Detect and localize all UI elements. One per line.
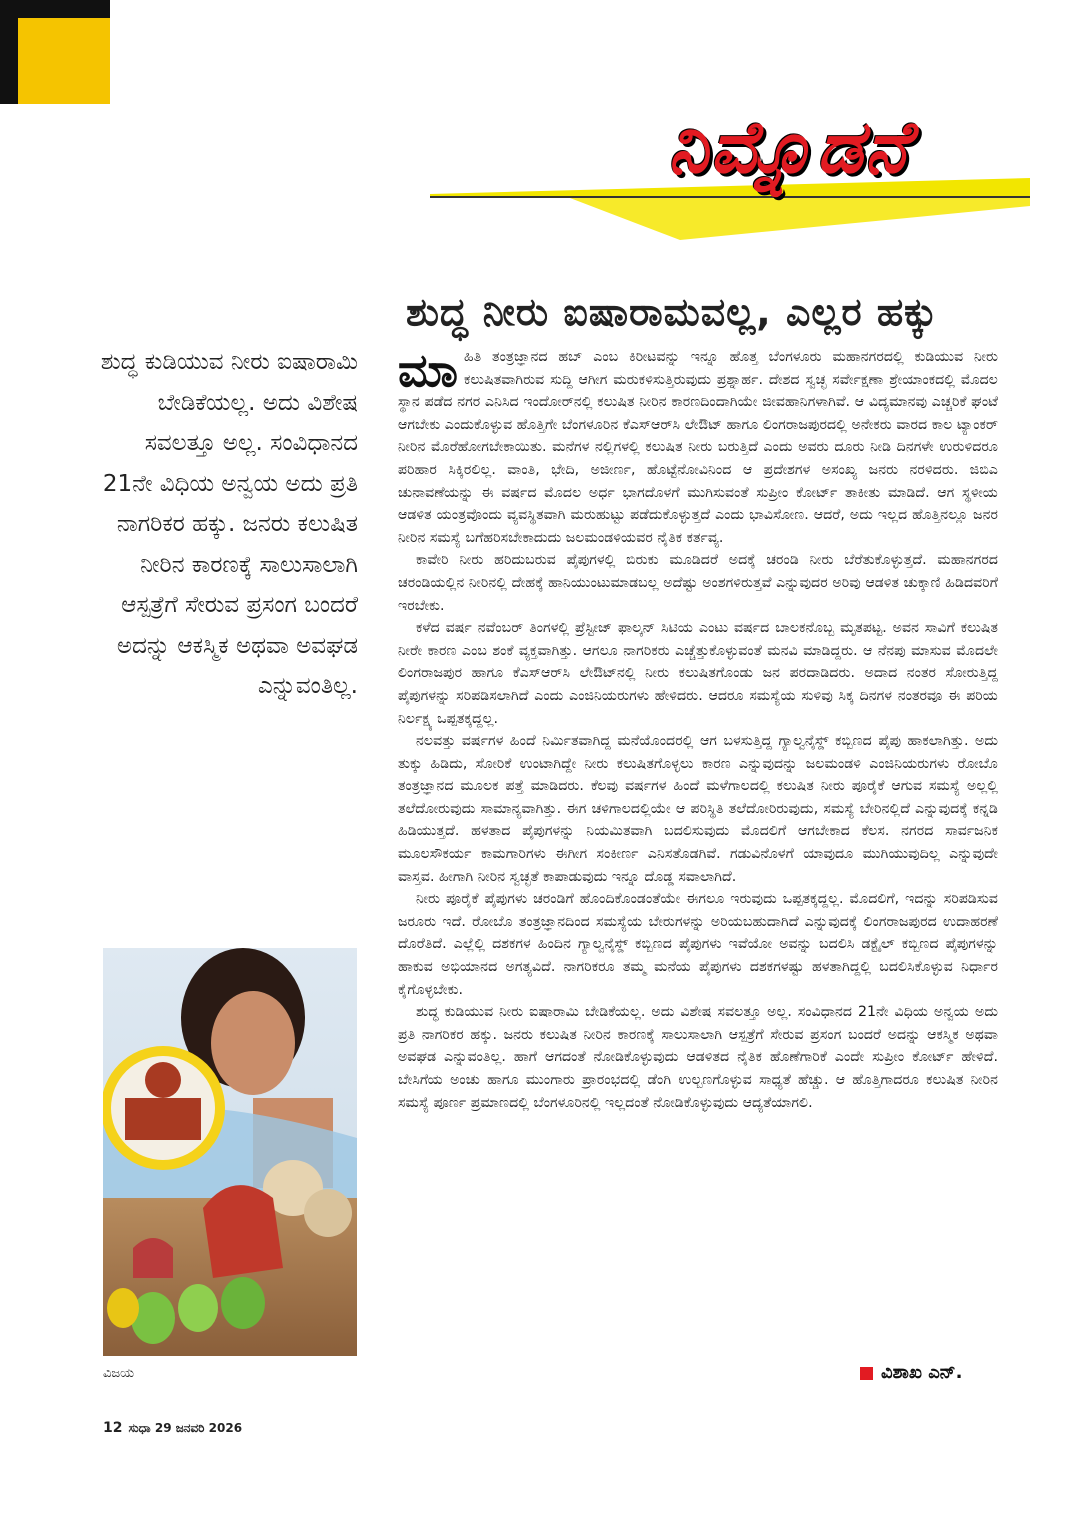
woman-filling-water [203, 1185, 283, 1278]
woman-face [211, 991, 295, 1095]
headline: ಶುದ್ಧ ನೀರು ಐಷಾರಾಮವಲ್ಲ, ಎಲ್ಲರ ಹಕ್ಕು [406, 290, 938, 334]
byline-author: ವಿಶಾಖ ಎನ್. [881, 1362, 963, 1383]
footer-text: ಸುಧಾ 29 ಜನವರಿ 2026 [128, 1421, 243, 1435]
byline [860, 1362, 962, 1383]
byline-square-icon [860, 1367, 873, 1380]
banner-yellow-wedge [570, 198, 1030, 240]
illustration-photo [103, 948, 357, 1356]
article-paragraph: ಕಾವೇರಿ ನೀರು ಹರಿದುಬರುವ ಪೈಪುಗಳಲ್ಲಿ ಬಿರುಕು ಮೂಡಿದರೆ ಅದಕ್ಕೆ ಚರಂಡಿ ನೀರು ಬೆರೆತುಕೊಳ್ಳುತ್ತದೆ. ಮಹಾನಗರದ ಚರಂಡಿಯಲ್ಲಿನ ನೀರಿನಲ್ಲಿ ದೇಹಕ್ಕೆ ಹಾನಿಯುಂಟುಮಾಡಬಲ್ಲ ಅದೆಷ್ಟು ಅಂಶಗಳಿರುತ್ತವೆ ಎನ್ನುವುದರ ಅರಿವು ಆಡಳಿತ ಚುಕ್ಕಾಣಿ ಹಿಡಿದವರಿಗೆ ಇರಬೇಕು. [398, 552, 998, 614]
article-paragraph: ಕಳೆದ ವರ್ಷ ನವೆಂಬರ್ ತಿಂಗಳಲ್ಲಿ ಪ್ರೆಸ್ಟೀಜ್ ಫಾಲ್ಕನ್ ಸಿಟಿಯ ಎಂಟು ವರ್ಷದ ಬಾಲಕನೊಬ್ಬ ಮೃತಪಟ್ಟ. ಅವನ ಸಾವಿಗೆ ಕಲುಷಿತ ನೀರೇ ಕಾರಣ ಎಂಬ ಶಂಕೆ ವ್ಯಕ್ತವಾಗಿತ್ತು. ಆಗಲೂ ನಾಗರಿಕರು ಎಚ್ಚೆತ್ತುಕೊಳ್ಳುವಂತೆ ಮನವಿ ಮಾಡಿದ್ದರು. ಆ ನೆನಪು ಮಾಸುವ ಮೊದಲೇ ಲಿಂಗರಾಜಪುರ ಹಾಗೂ ಕೆಎಸ್‌ಆರ್‌ಸಿ ಲೇಔಟ್‌ನಲ್ಲಿ ನೀರು ಕಲುಷಿತಗೊಂಡು ಜನ ಪರದಾಡಿದರು. ಅದಾದ ನಂತರ ಸೋರುತ್ತಿದ್ದ ಪೈಪುಗಳನ್ನು ಸರಿಪಡಿಸಲಾಗಿದೆ ಎಂದು ಎಂಜಿನಿಯರುಗಳು ಹೇಳಿದರು. ಆದರೂ ಸಮಸ್ಯೆಯ ಸುಳಿವು ಸಿಕ್ಕ ದಿನಗಳ ನಂತರವೂ ಈ ಪರಿಯ ನಿರ್ಲಕ್ಷ್ಯ ಒಪ್ಪತಕ್ಕದ್ದಲ್ಲ. [398, 620, 998, 727]
green-pot-1 [131, 1292, 175, 1344]
page-footer [103, 1420, 242, 1436]
masthead-title: ನಿಮ್ನೊಡನೆ [668, 104, 910, 189]
article-paragraph: ನೀರು ಪೂರೈಕೆ ಪೈಪುಗಳು ಚರಂಡಿಗೆ ಹೊಂದಿಕೊಂಡಂತೆಯೇ ಈಗಲೂ ಇರುವುದು ಒಪ್ಪತಕ್ಕದ್ದಲ್ಲ. ಮೊದಲಿಗೆ, ಇದನ್ನು ಸರಿಪಡಿಸುವ ಜರೂರು ಇದೆ. ರೋಬೊ ತಂತ್ರಜ್ಞಾನದಿಂದ ಸಮಸ್ಯೆಯ ಬೇರುಗಳನ್ನು ಅರಿಯಬಹುದಾಗಿದೆ ಎನ್ನುವುದಕ್ಕೆ ಲಿಂಗರಾಜಪುರದ ಉದಾಹರಣೆ ದೊರೆತಿದೆ. ಎಲ್ಲೆಲ್ಲಿ ದಶಕಗಳ ಹಿಂದಿನ ಗ್ಯಾಲ್ವನೈಸ್ಡ್ ಕಬ್ಬಿಣದ ಪೈಪುಗಳು ಇವೆಯೋ ಅವನ್ನು ಬದಲಿಸಿ ಡಕ್ಟೈಲ್ ಕಬ್ಬಿಣದ ಪೈಪುಗಳನ್ನು ಹಾಕುವ ಅಭಿಯಾನದ ಅಗತ್ಯವಿದೆ. ನಾಗರಿಕರೂ ತಮ್ಮ ಮನೆಯ ಪೈಪುಗಳು ದಶಕಗಳಷ್ಟು ಹಳತಾಗಿದ್ದಲ್ಲಿ ಬದಲಿಸಿಕೊಳ್ಳುವ ನಿರ್ಧಾರ ಕೈಗೊಳ್ಳಬೇಕು. [398, 891, 998, 998]
woman-seated [133, 1238, 173, 1278]
article-paragraph: ನಲವತ್ತು ವರ್ಷಗಳ ಹಿಂದೆ ನಿರ್ಮಿತವಾಗಿದ್ದ ಮನೆಯೊಂದರಲ್ಲಿ ಆಗ ಬಳಸುತ್ತಿದ್ದ ಗ್ಯಾಲ್ವನೈಸ್ಡ್ ಕಬ್ಬಿಣದ ಪೈಪು ಹಾಕಲಾಗಿತ್ತು. ಅದು ತುಕ್ಕು ಹಿಡಿದು, ಸೋರಿಕೆ ಉಂಟಾಗಿದ್ದೇ ನೀರು ಕಲುಷಿತಗೊಳ್ಳಲು ಕಾರಣ ಎನ್ನುವುದನ್ನು ಜಲಮಂಡಳಿ ಎಂಜಿನಿಯರುಗಳು ರೋಬೊ ತಂತ್ರಜ್ಞಾನದ ಮೂಲಕ ಪತ್ತೆ ಮಾಡಿದರು. ಕೆಲವು ವರ್ಷಗಳ ಹಿಂದೆ ಮಳೆಗಾಲದಲ್ಲಿ ಕಲುಷಿತ ನೀರು ಪೂರೈಕೆ ಆಗುವ ಸಮಸ್ಯೆ ಅಲ್ಲಲ್ಲಿ ತಲೆದೋರುವುದು ಸಾಮಾನ್ಯವಾಗಿತ್ತು. ಈಗ ಚಳಿಗಾಲದಲ್ಲಿಯೇ ಆ ಪರಿಸ್ಥಿತಿ ತಲೆದೋರಿರುವುದು, ಸಮಸ್ಯೆ ಬೇರಿನಲ್ಲಿದೆ ಎನ್ನುವುದಕ್ಕೆ ಕನ್ನಡಿ ಹಿಡಿಯುತ್ತದೆ. ಹಳತಾದ ಪೈಪುಗಳನ್ನು ನಿಯಮಿತವಾಗಿ ಬದಲಿಸುವುದು ಮೊದಲಿಗೆ ಆಗಬೇಕಾದ ಕೆಲಸ. ನಗರದ ಸಾರ್ವಜನಿಕ ಮೂಲಸೌಕರ್ಯ ಕಾಮಗಾರಿಗಳು ಈಗೀಗ ಸಂಕೀರ್ಣ ಎನಿಸತೊಡಗಿವೆ. ಗಡುವಿನೊಳಗೆ ಯಾವುದೂ ಮುಗಿಯುವುದಿಲ್ಲ ಎನ್ನುವುದೇ ವಾಸ್ತವ. ಹೀಗಾಗಿ ನೀರಿನ ಸ್ವಚ್ಛತೆ ಕಾಪಾಡುವುದು ಇನ್ನೂ ದೊಡ್ಡ ಸವಾಲಾಗಿದೆ. [398, 733, 998, 885]
page-number: 12 [103, 1420, 123, 1436]
pull-quote [100, 342, 358, 707]
green-pot-3 [221, 1277, 265, 1329]
photo-credit: ವಿಜಯ [103, 1366, 135, 1381]
corner-block-black [0, 0, 18, 104]
dropcap: ಮಾ [398, 343, 458, 397]
green-pot-2 [178, 1284, 218, 1332]
clay-pot-2 [304, 1189, 352, 1237]
article-paragraph: ಮಾಹಿತಿ ತಂತ್ರಜ್ಞಾನದ ಹಬ್ ಎಂಬ ಕಿರೀಟವನ್ನು ಇನ್ನೂ ಹೊತ್ತ ಬೆಂಗಳೂರು ಮಹಾನಗರದಲ್ಲಿ ಕುಡಿಯುವ ನೀರು ಕಲುಷಿತವಾಗಿರುವ ಸುದ್ದಿ ಆಗೀಗ ಮರುಕಳಿಸುತ್ತಿರುವುದು ಪ್ರಶ್ನಾರ್ಹ. ದೇಶದ ಸ್ವಚ್ಛ ಸರ್ವೇಕ್ಷಣಾ ಶ್ರೇಯಾಂಕದಲ್ಲಿ ಮೊದಲ ಸ್ಥಾನ ಪಡೆದ ನಗರ ಎನಿಸಿದ ಇಂದೋರ್‌ನಲ್ಲಿ ಕಲುಷಿತ ನೀರಿನ ಕಾರಣದಿಂದಾಗಿಯೇ ಜೀವಹಾನಿಗಳಾಗಿವೆ. ಆ ವಿದ್ಯಮಾನವು ಎಚ್ಚರಿಕೆ ಘಂಟೆ ಆಗಬೇಕು ಎಂದುಕೊಳ್ಳುವ ಹೊತ್ತಿಗೇ ಬೆಂಗಳೂರಿನ ಕೆಎಸ್‌ಆರ್‌ಸಿ ಲೇಔಟ್ ಹಾಗೂ ಲಿಂಗರಾಜಪುರದಲ್ಲಿ ಅನೇಕರು ವಾರದ ಕಾಲ ಟ್ಯಾಂಕರ್ ನೀರಿನ ಮೊರೆಹೋಗಬೇಕಾಯಿತು. ಮನೆಗಳ ನಲ್ಲಿಗಳಲ್ಲಿ ಕಲುಷಿತ ನೀರು ಬರುತ್ತಿದೆ ಎಂದು ಅವರು ದೂರು ನೀಡಿ ದಿನಗಳೇ ಉರುಳಿದರೂ ಪರಿಹಾರ ಸಿಕ್ಕಿರಲಿಲ್ಲ. ವಾಂತಿ, ಭೇದಿ, ಅಜೀರ್ಣ, ಹೊಟ್ಟೆನೋವಿನಿಂದ ಆ ಪ್ರದೇಶಗಳ ಅಸಂಖ್ಯ ಜನರು ನರಳಿದರು. ಜಿಬಿಎ ಚುನಾವಣೆಯನ್ನು ಈ ವರ್ಷದ ಮೊದಲ ಅರ್ಧ ಭಾಗದೊಳಗೆ ಮುಗಿಸುವಂತೆ ಸುಪ್ರೀಂ ಕೋರ್ಟ್ ತಾಕೀತು ಮಾಡಿದೆ. ಆಗ ಸ್ಥಳೀಯ ಆಡಳಿತ ಯಂತ್ರವೊಂದು ವ್ಯವಸ್ಥಿತವಾಗಿ ಮರುಹುಟ್ಟು ಪಡೆದುಕೊಳ್ಳುತ್ತದೆ ಎಂದು ಭಾವಿಸೋಣ. ಆದರೆ, ಅದು ಇಲ್ಲದ ಹೊತ್ತಿನಲ್ಲೂ ಜನರ ನೀರಿನ ಸಮಸ್ಯೆ ಬಗೆಹರಿಸಬೇಕಾದುದು ಜಲಮಂಡಳಿಯವರ ನೈತಿಕ ಕರ್ತವ್ಯ. [398, 343, 998, 546]
supreme-court-dome [145, 1062, 181, 1098]
supreme-court-building [125, 1098, 201, 1140]
pull-quote-text: ಶುದ್ಧ ಕುಡಿಯುವ ನೀರು ಐಷಾರಾಮಿ ಬೇಡಿಕೆಯಲ್ಲ. ಅದು ವಿಶೇಷ ಸವಲತ್ತೂ ಅಲ್ಲ. ಸಂವಿಧಾನದ 21ನೇ ವಿಧಿಯ ಅನ್ವಯ ಅದು ಪ್ರತಿ ನಾಗರಿಕರ ಹಕ್ಕು. ಜನರು ಕಲುಷಿತ ನೀರಿನ ಕಾರಣಕ್ಕೆ ಸಾಲುಸಾಲಾಗಿ ಆಸ್ಪತ್ರೆಗೆ ಸೇರುವ ಪ್ರಸಂಗ ಬಂದರೆ ಅದನ್ನು ಆಕಸ್ಮಿಕ ಅಥವಾ ಅವಘಡ ಎನ್ನುವಂತಿಲ್ಲ. [100, 349, 358, 699]
corner-block-yellow [18, 18, 110, 104]
yellow-pot [107, 1288, 139, 1328]
article-body [398, 343, 998, 1114]
article-paragraph: ಶುದ್ಧ ಕುಡಿಯುವ ನೀರು ಐಷಾರಾಮಿ ಬೇಡಿಕೆಯಲ್ಲ. ಅದು ವಿಶೇಷ ಸವಲತ್ತೂ ಅಲ್ಲ. ಸಂವಿಧಾನದ 21ನೇ ವಿಧಿಯ ಅನ್ವಯ ಅದು ಪ್ರತಿ ನಾಗರಿಕರ ಹಕ್ಕು. ಜನರು ಕಲುಷಿತ ನೀರಿನ ಕಾರಣಕ್ಕೆ ಸಾಲುಸಾಲಾಗಿ ಆಸ್ಪತ್ರೆಗೆ ಸೇರುವ ಪ್ರಸಂಗ ಬಂದರೆ ಅದನ್ನು ಆಕಸ್ಮಿಕ ಅಥವಾ ಅವಘಡ ಎನ್ನುವಂತಿಲ್ಲ. ಹಾಗೆ ಆಗದಂತೆ ನೋಡಿಕೊಳ್ಳುವುದು ಆಡಳಿತದ ನೈತಿಕ ಹೊಣೆಗಾರಿಕೆ ಎಂದೇ ಸುಪ್ರೀಂ ಕೋರ್ಟ್ ಹೇಳಿದೆ. ಬೇಸಿಗೆಯ ಅಂಚು ಹಾಗೂ ಮುಂಗಾರು ಪ್ರಾರಂಭದಲ್ಲಿ ಡೆಂಗಿ ಉಲ್ಬಣಗೊಳ್ಳುವ ಸಾಧ್ಯತೆ ಹೆಚ್ಚು. ಆ ಹೊತ್ತಿಗಾದರೂ ಕಲುಷಿತ ನೀರಿನ ಸಮಸ್ಯೆ ಪೂರ್ಣ ಪ್ರಮಾಣದಲ್ಲಿ ಬೆಂಗಳೂರಿನಲ್ಲಿ ಇಲ್ಲದಂತೆ ನೋಡಿಕೊಳ್ಳುವುದು ಆದ್ಯತೆಯಾಗಲಿ. [398, 1004, 998, 1111]
banner-line [430, 196, 1030, 198]
